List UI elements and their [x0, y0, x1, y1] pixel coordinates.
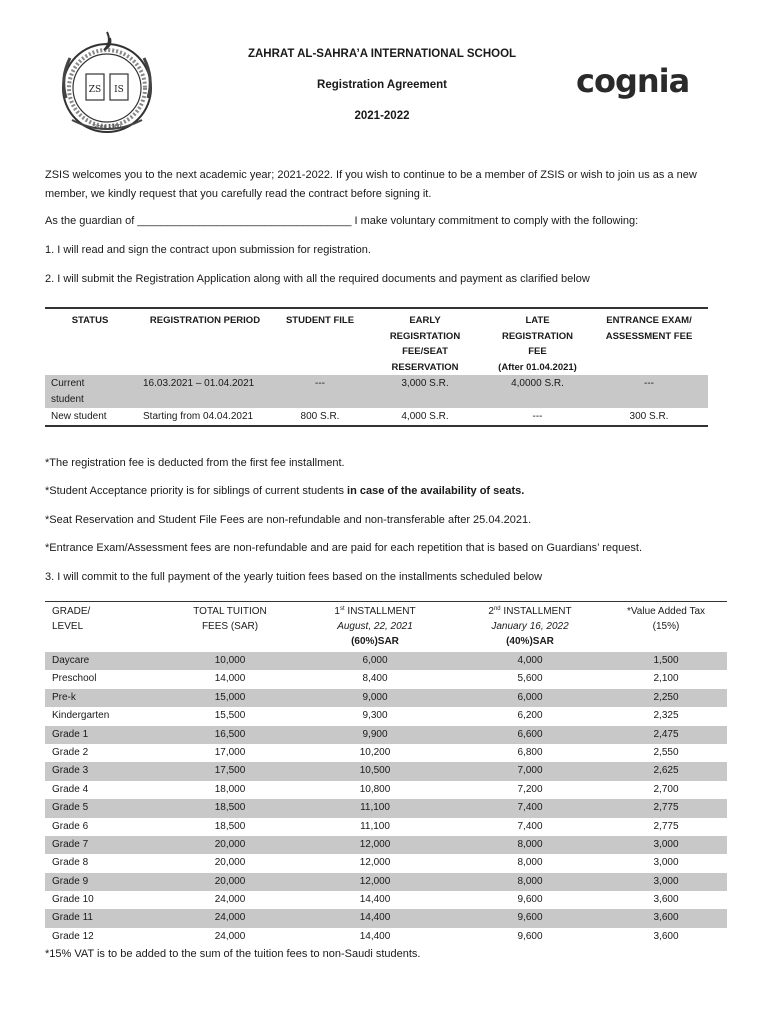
- table-row: [45, 836, 727, 854]
- cell-student-file: 800 S.R.: [300, 411, 340, 422]
- cell-second-installment: 6,800: [517, 746, 543, 758]
- cell-second-installment: 7,400: [517, 820, 543, 832]
- header-text-line: REGISRTATION: [389, 330, 461, 342]
- cell-second-installment: 6,200: [517, 710, 543, 722]
- cell-vat: 3,600: [653, 912, 679, 924]
- cell-grade: Grade 3: [52, 765, 89, 777]
- cell-first-installment: 8,400: [362, 673, 388, 685]
- cell-total-tuition: 18,000: [214, 783, 246, 795]
- fee-note-3: *Seat Reservation and Student File Fees are non-refundable and non-transferable after 25.04.2021.: [45, 514, 532, 526]
- header-late-registration: [485, 309, 590, 375]
- cell-second-installment: 5,600: [517, 673, 543, 685]
- cell-vat: 2,550: [653, 746, 679, 758]
- cell-vat: 3,600: [653, 894, 679, 906]
- table-row: [45, 670, 727, 688]
- ordinal-number: 1: [334, 606, 340, 617]
- cell-vat: 2,625: [653, 765, 679, 777]
- cell-grade: Grade 9: [52, 875, 89, 887]
- installment-word: INSTALLMENT: [500, 606, 572, 617]
- installment-date: January 16, 2022: [491, 621, 569, 632]
- commitment-item-3: 3. I will commit to the full payment of the yearly tuition fees based on the installments scheduled below: [45, 571, 543, 583]
- header-text-line: *Value Added Tax: [626, 606, 706, 617]
- header-text-line: EARLY: [409, 315, 441, 326]
- cell-first-installment: 14,400: [359, 930, 391, 942]
- cell-late-fee: ---: [532, 411, 543, 422]
- cell-vat: 2,775: [653, 820, 679, 832]
- header-total-tuition: [165, 604, 295, 652]
- header-registration-period: REGISTRATION PERIOD: [149, 315, 261, 326]
- cell-total-tuition: 10,000: [214, 655, 246, 666]
- commitment-item-1: 1. I will read and sign the contract upon submission for registration.: [45, 244, 371, 256]
- cell-grade: Grade 12: [52, 930, 94, 942]
- header-entrance-exam: [590, 309, 708, 375]
- fee-note-2: [45, 482, 725, 501]
- cell-second-installment: 4,000: [517, 655, 543, 666]
- cell-vat: 2,250: [653, 691, 679, 703]
- ordinal-suffix: nd: [493, 606, 501, 612]
- installment-percent: (60%)SAR: [351, 636, 399, 647]
- table-row: [45, 818, 727, 836]
- academic-year: 2021-2022: [354, 110, 410, 122]
- cell-total-tuition: 17,500: [214, 765, 246, 777]
- cell-vat: 2,700: [653, 783, 679, 795]
- tuition-table-body: [45, 652, 727, 946]
- cell-vat: 3,000: [653, 857, 679, 869]
- commitment-item-2: 2. I will submit the Registration Application along with all the required documents and payment as clarified below: [45, 273, 590, 285]
- cell-grade: Grade 6: [52, 820, 89, 832]
- table-row: [45, 781, 727, 799]
- cognia-logo: [574, 62, 704, 100]
- header-text-line: [455, 604, 605, 619]
- cell-second-installment: 8,000: [517, 857, 543, 869]
- vat-footnote: *15% VAT is to be added to the sum of the tuition fees to non-Saudi students.: [45, 948, 421, 960]
- cell-first-installment: 12,000: [359, 838, 391, 850]
- cell-total-tuition: 14,000: [214, 673, 246, 685]
- cell-first-installment: 11,100: [360, 802, 390, 814]
- cell-total-tuition: 20,000: [214, 857, 246, 869]
- table-row: [45, 408, 708, 425]
- cell-period: Starting from 04.04.2021: [143, 411, 254, 422]
- cell-total-tuition: 20,000: [214, 838, 246, 850]
- ordinal-suffix: st: [339, 606, 345, 612]
- header-text-line: [295, 604, 455, 619]
- cell-first-installment: 14,400: [359, 912, 391, 924]
- header-text-line: ENTRANCE EXAM/: [606, 315, 692, 326]
- cell-first-installment: 12,000: [359, 875, 391, 887]
- table-row: [45, 799, 727, 817]
- seal-letters-left: ZS: [88, 85, 102, 95]
- cell-total-tuition: 24,000: [214, 912, 246, 924]
- cell-vat: 3,000: [653, 875, 679, 887]
- table-row: [45, 854, 727, 872]
- tuition-fees-table: [45, 601, 727, 946]
- cell-grade: Grade 4: [52, 783, 89, 795]
- cell-total-tuition: 24,000: [214, 894, 246, 906]
- header-text-line: FEES (SAR): [201, 621, 259, 632]
- cell-grade: Grade 11: [52, 912, 93, 924]
- cell-grade: Grade 8: [52, 857, 89, 869]
- cell-vat: 2,775: [653, 802, 679, 814]
- cell-total-tuition: 18,500: [214, 802, 246, 814]
- registration-fees-table: [45, 307, 708, 427]
- cell-grade: Grade 2: [52, 746, 89, 758]
- cell-second-installment: 6,000: [517, 691, 543, 703]
- cell-grade: Grade 10: [52, 894, 94, 906]
- fee-note-1: *The registration fee is deducted from the first fee installment.: [45, 457, 345, 469]
- seal-since-text: Since 1980: [93, 124, 121, 130]
- header-text-line: (15%): [652, 621, 680, 632]
- cell-exam-fee: 300 S.R.: [629, 411, 669, 422]
- installment-date: August, 22, 2021: [337, 621, 413, 632]
- cell-first-installment: 14,400: [359, 894, 391, 906]
- header-student-file: STUDENT FILE: [285, 315, 355, 326]
- cell-total-tuition: 20,000: [214, 875, 246, 887]
- cell-first-installment: 9,000: [362, 691, 388, 703]
- cell-early-fee: 4,000 S.R.: [401, 411, 449, 422]
- installment-word: INSTALLMENT: [344, 606, 416, 617]
- header-text-line: FEE/SEAT: [402, 346, 448, 357]
- cell-grade: Grade 1: [52, 728, 89, 740]
- cell-total-tuition: 18,500: [214, 820, 246, 832]
- header-text-line: RESERVATION: [391, 361, 459, 373]
- document-title: Registration Agreement: [317, 79, 447, 91]
- cell-vat: 3,600: [653, 930, 679, 942]
- school-seal-logo: [52, 28, 162, 140]
- ordinal-number: 2: [488, 606, 494, 617]
- cell-period: 16.03.2021 – 01.04.2021: [143, 378, 255, 389]
- fee-note-4: *Entrance Exam/Assessment fees are non-refundable and are paid for each repetition that is based on Guardians’ request.: [45, 542, 643, 554]
- fee-note-2-text: *Student Acceptance priority is for siblings of current students: [45, 485, 348, 497]
- cell-total-tuition: 15,500: [214, 710, 246, 722]
- fee-note-2-emphasis: in case of the availability of seats.: [347, 485, 525, 497]
- cell-vat: 1,500: [653, 655, 679, 666]
- table-header-row: [45, 602, 727, 652]
- cell-first-installment: 10,500: [359, 765, 391, 777]
- table-row: [45, 744, 727, 762]
- cell-first-installment: 9,300: [362, 710, 388, 722]
- header-status: STATUS: [71, 315, 109, 326]
- cell-late-fee: 4,0000 S.R.: [511, 378, 564, 389]
- cell-grade: Kindergarten: [52, 710, 110, 722]
- cell-vat: 2,475: [653, 728, 679, 740]
- welcome-paragraph: ZSIS welcomes you to the next academic year; 2021-2022. If you wish to continue to be a member of ZSIS or wish to join us as a new member, we kindly request that you carefully read the contract before signing it.: [45, 169, 697, 200]
- installment-percent: (40%)SAR: [506, 636, 554, 647]
- table-row: [45, 891, 727, 909]
- cell-first-installment: 10,200: [359, 746, 391, 758]
- cell-second-installment: 8,000: [517, 838, 543, 850]
- cell-vat: 3,000: [653, 838, 679, 850]
- cell-total-tuition: 17,000: [214, 746, 246, 758]
- cell-second-installment: 9,600: [517, 930, 543, 942]
- cell-grade: Grade 7: [52, 838, 89, 850]
- cell-first-installment: 6,000: [362, 655, 388, 666]
- header-text-line: GRADE/: [52, 606, 91, 617]
- cell-grade: Grade 5: [52, 802, 89, 814]
- seal-letters-right: IS: [114, 85, 124, 95]
- header-text-line: ASSESSMENT FEE: [605, 330, 693, 342]
- table-row: [45, 909, 727, 927]
- cell-second-installment: 8,000: [517, 875, 543, 887]
- cell-early-fee: 3,000 S.R.: [401, 378, 449, 389]
- cell-second-installment: 9,600: [517, 912, 543, 924]
- cell-vat: 2,325: [653, 710, 679, 722]
- cell-total-tuition: 16,500: [214, 728, 246, 740]
- header-grade-level: [45, 604, 165, 652]
- table-row: [45, 652, 727, 670]
- cell-second-installment: 7,000: [517, 765, 543, 777]
- cell-grade: Daycare: [52, 655, 90, 666]
- cell-total-tuition: 15,000: [214, 691, 246, 703]
- cell-second-installment: 7,400: [517, 802, 543, 814]
- cell-text-line: Current: [51, 378, 85, 389]
- header-second-installment: [455, 604, 605, 652]
- header-early-registration: [365, 309, 485, 375]
- cell-status: New student: [51, 411, 107, 422]
- cognia-logo-text: cognia: [576, 62, 690, 100]
- cell-first-installment: 12,000: [359, 857, 391, 869]
- cell-status: [45, 375, 135, 408]
- cell-student-file: ---: [315, 378, 325, 389]
- table-header-row: [45, 309, 708, 375]
- header-text-line: TOTAL TUITION: [193, 606, 267, 617]
- cell-grade: Pre-k: [52, 691, 76, 703]
- cell-grade: Preschool: [52, 673, 97, 685]
- header-text-line: LEVEL: [52, 621, 84, 632]
- table-row: [45, 726, 727, 744]
- guardian-statement: As the guardian of ___________________________________ I make voluntary commitment to comply with the following:: [45, 215, 639, 227]
- header-text-line: LATE: [525, 315, 550, 326]
- header-text-line: (After 01.04.2021): [498, 361, 577, 373]
- table-row: [45, 873, 727, 891]
- cell-vat: 2,100: [653, 673, 679, 685]
- table-row: [45, 689, 727, 707]
- cell-first-installment: 9,900: [362, 728, 388, 740]
- table-row: [45, 762, 727, 780]
- cell-second-installment: 9,600: [517, 894, 543, 906]
- cell-second-installment: 6,600: [517, 728, 543, 740]
- header-first-installment: [295, 604, 455, 652]
- header-text-line: REGISTRATION: [501, 330, 574, 342]
- cell-total-tuition: 24,000: [214, 930, 246, 942]
- header-text-line: FEE: [528, 346, 547, 357]
- table-row: [45, 707, 727, 725]
- school-name: ZAHRAT AL-SAHRA’A INTERNATIONAL SCHOOL: [247, 48, 517, 60]
- cell-text-line: student: [51, 394, 84, 405]
- cell-exam-fee: ---: [644, 378, 654, 389]
- cell-first-installment: 10,800: [359, 783, 391, 795]
- table-row: [45, 928, 727, 946]
- cell-second-installment: 7,200: [517, 783, 543, 795]
- cell-first-installment: 11,100: [360, 820, 390, 832]
- header-vat: [605, 604, 727, 652]
- table-row: [45, 375, 708, 408]
